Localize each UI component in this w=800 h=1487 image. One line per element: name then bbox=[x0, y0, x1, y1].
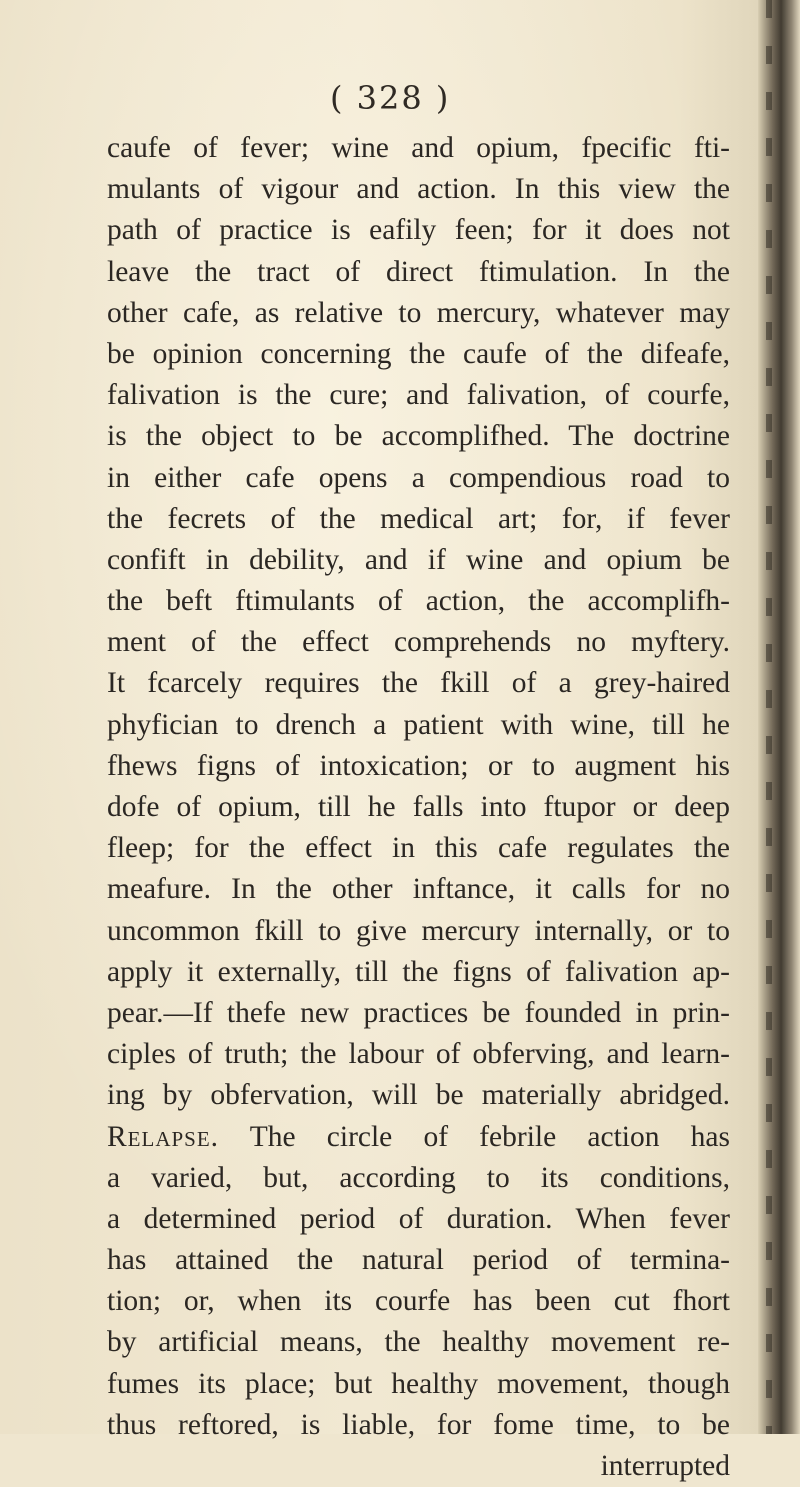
text-line: be opinion concerning the caufe of the difeafe, bbox=[107, 337, 730, 370]
text-line: ciples of truth; the labour of obferving, and learn- bbox=[107, 1038, 730, 1071]
text-line: by artificial means, the healthy movement re- bbox=[107, 1326, 730, 1359]
relapse-line bbox=[107, 1117, 730, 1158]
text-line: leave the tract of direct ftimulation. In the bbox=[107, 255, 730, 288]
binding-gutter bbox=[758, 0, 800, 1434]
text-line: phyfician to drench a patient with wine, till he bbox=[107, 708, 730, 741]
text-line: apply it externally, till the figns of falivation ap- bbox=[107, 955, 730, 988]
text-line: is the object to be accomplifhed. The doctrine bbox=[107, 420, 730, 453]
text-line: fumes its place; but healthy movement, though bbox=[107, 1367, 730, 1400]
text-line: a determined period of duration. When fever bbox=[107, 1202, 730, 1235]
text-line: fleep; for the effect in this cafe regulates the bbox=[107, 832, 730, 865]
text-line: It fcarcely requires the fkill of a grey-haired bbox=[107, 667, 730, 700]
text-line: the beft ftimulants of action, the accomplifh- bbox=[107, 585, 730, 618]
text-line: path of practice is eafily feen; for it does not bbox=[107, 214, 730, 247]
text-line: tion; or, when its courfe has been cut fhort bbox=[107, 1285, 730, 1318]
text-line: confift in debility, and if wine and opium be bbox=[107, 543, 730, 576]
text-line: in either cafe opens a compendious road to bbox=[107, 461, 730, 494]
text-line: has attained the natural period of termina- bbox=[107, 1244, 730, 1277]
text-line: the fecrets of the medical art; for, if fever bbox=[107, 502, 730, 535]
text-line: thus reftored, is liable, for fome time, to be bbox=[107, 1408, 730, 1441]
text-line: falivation is the cure; and falivation, of courfe, bbox=[107, 379, 730, 412]
text-line: pear.—If thefe new practices be founded in prin- bbox=[107, 996, 730, 1029]
relapse-line-rest: The circle of febrile action has bbox=[219, 1120, 730, 1153]
catchword: interrupted bbox=[600, 1450, 730, 1482]
text-line: dofe of opium, till he falls into ftupor or deep bbox=[107, 791, 730, 823]
text-line: meafure. In the other inftance, it calls for no bbox=[107, 873, 730, 906]
text-line: uncommon fkill to give mercury internally, or to bbox=[107, 914, 730, 947]
text-line: ment of the effect comprehends no myftery. bbox=[107, 626, 730, 659]
section-heading-relapse: Relapse. bbox=[107, 1120, 220, 1153]
text-line: caufe of fever; wine and opium, fpecific fti- bbox=[107, 132, 730, 164]
text-line: mulants of vigour and action. In this view the bbox=[107, 173, 730, 206]
text-line: fhews figns of intoxication; or to augment his bbox=[107, 749, 730, 782]
text-line: ing by obfervation, will be materially abridged. bbox=[107, 1079, 730, 1112]
text-line: a varied, but, according to its conditions, bbox=[107, 1161, 730, 1194]
page-number: ( 328 ) bbox=[330, 79, 451, 117]
body-text bbox=[107, 128, 730, 1487]
text-line: other cafe, as relative to mercury, whatever may bbox=[107, 296, 730, 329]
